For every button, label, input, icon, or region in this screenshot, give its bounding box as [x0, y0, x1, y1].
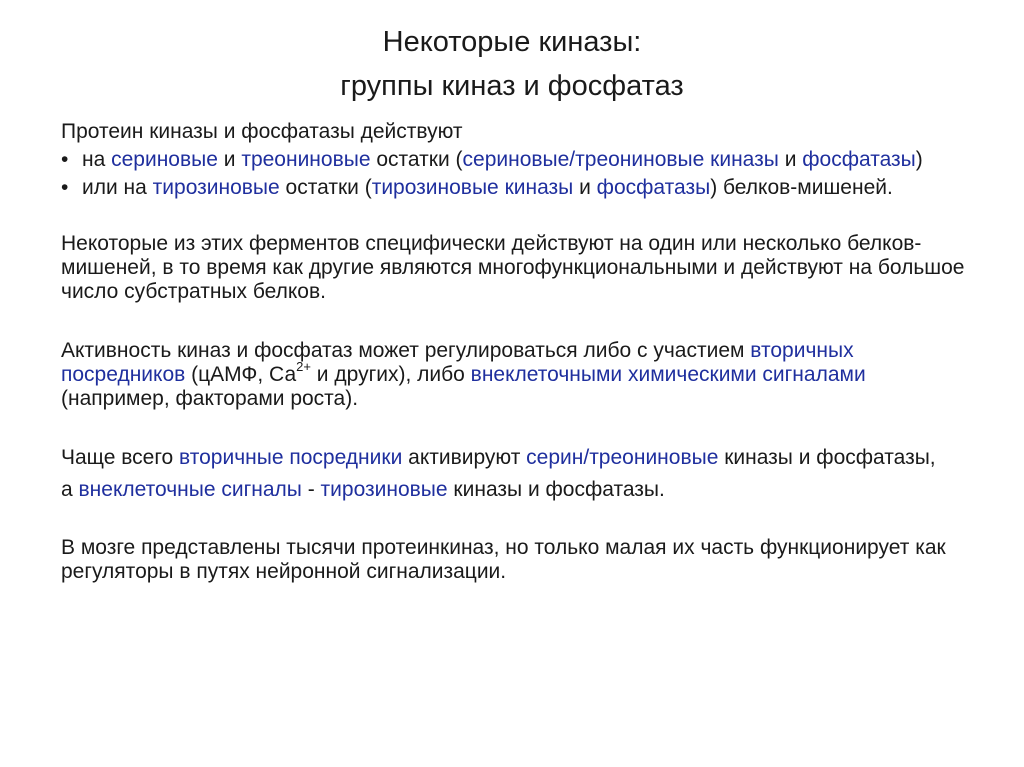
paragraph-second-messengers	[61, 446, 966, 470]
highlight-extracellular-signals: внеклеточные сигналы	[78, 478, 302, 501]
text-segment: ) белков-мишеней.	[710, 176, 893, 199]
highlight-extracellular-signals: внеклеточными химическими сигналами	[470, 363, 866, 386]
highlight-second-messengers: вторичные посредники	[179, 446, 403, 469]
text-segment: киназы и фосфатазы,	[718, 446, 936, 469]
text-segment: и других), либо	[310, 363, 471, 386]
highlight-threonine: треониновые	[241, 148, 371, 171]
text-segment: остатки (	[279, 176, 372, 199]
text-segment: и	[217, 148, 242, 171]
highlight-serine: сериновые	[111, 148, 218, 171]
slide-content	[61, 120, 966, 584]
slide-title	[0, 20, 1024, 108]
highlight-phosphatases: фосфатазы	[596, 176, 711, 199]
text-segment: и	[778, 148, 803, 171]
highlight-tyrosine: тирозиновые	[152, 176, 280, 199]
text-segment: (цАМФ, Са	[185, 363, 297, 386]
bullet-tyrosine	[61, 176, 966, 200]
text-segment: Активность киназ и фосфатаз может регулироваться либо с участием	[61, 339, 751, 362]
highlight-second-messengers: вторичных посредников	[61, 339, 854, 386]
highlight-tyrosine-kinases: тирозиновые киназы	[371, 176, 574, 199]
highlight-ser-thr-kinases: сериновые/треониновые киназы	[462, 148, 779, 171]
highlight-ser-thr: серин/треониновые	[526, 446, 719, 469]
text-segment: активируют	[402, 446, 527, 469]
text-segment: или на	[82, 176, 153, 199]
bullet-serine-threonine	[61, 148, 966, 172]
paragraph-regulation	[61, 339, 966, 411]
text-segment: )	[915, 148, 923, 171]
text-segment: киназы и фосфатазы.	[447, 478, 665, 501]
text-segment: а	[61, 478, 79, 501]
text-segment: -	[301, 478, 321, 501]
text-segment: остатки (	[370, 148, 463, 171]
text-segment: Чаще всего	[61, 446, 180, 469]
highlight-tyrosine: тирозиновые	[320, 478, 448, 501]
title-line-1: Некоторые киназы:	[382, 26, 642, 58]
text-segment: и	[573, 176, 597, 199]
text-segment: (например, факторами роста).	[61, 387, 359, 410]
intro-text: Протеин киназы и фосфатазы действуют	[61, 120, 463, 143]
title-line-2: группы киназ и фосфатаз	[340, 70, 684, 102]
superscript-charge: 2+	[296, 359, 311, 374]
paragraph-extracellular	[61, 478, 966, 502]
text-segment: на	[82, 148, 112, 171]
paragraph-specificity: Некоторые из этих ферментов специфически действуют на один или несколько белков-мишеней, в то время как другие являются многофункциональными и действуют на большое число субстратных белков.	[61, 232, 965, 303]
paragraph-brain: В мозге представлены тысячи протеинкиназ, но только малая их часть функционирует как регуляторы в путях нейронной сигнализации.	[61, 536, 946, 583]
bullet-list	[61, 148, 966, 200]
highlight-phosphatases: фосфатазы	[802, 148, 916, 171]
